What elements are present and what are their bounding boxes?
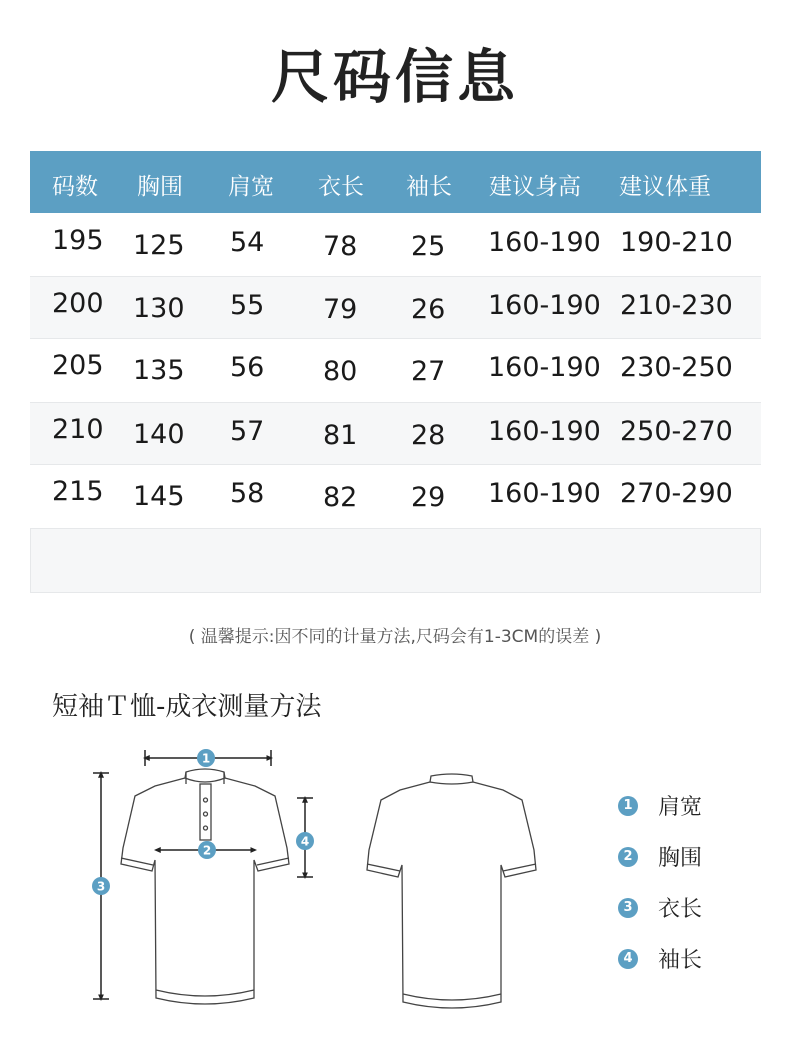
table-row: [30, 402, 761, 465]
legend-number-icon: 1: [618, 796, 638, 816]
measurement-diagram: [0, 740, 600, 1020]
table-cell: 215: [52, 476, 104, 507]
marker-4: [296, 832, 314, 850]
legend-label: 肩宽: [658, 795, 703, 820]
table-cell: 57: [230, 416, 265, 447]
table-cell: 160-190: [488, 227, 601, 258]
table-cell: 230-250: [620, 352, 733, 383]
table-cell: 28: [411, 420, 446, 451]
table-header: [30, 151, 761, 213]
table-cell: 250-270: [620, 416, 733, 447]
table-cell: 54: [230, 227, 265, 258]
header-weight: 建议体重: [619, 174, 711, 200]
table-cell: 79: [323, 294, 358, 325]
table-cell: 160-190: [488, 416, 601, 447]
table-row: [30, 339, 761, 402]
table-cell: 140: [133, 419, 185, 450]
measurement-legend: [618, 780, 702, 984]
table-cell: 210: [52, 414, 104, 445]
table-row: [30, 465, 761, 528]
table-cell: 81: [323, 420, 358, 451]
table-cell: 55: [230, 290, 265, 321]
table-cell: 205: [52, 350, 104, 381]
marker-3-label: 3: [96, 879, 106, 894]
table-cell: 58: [230, 478, 265, 509]
empty-row: [30, 528, 761, 593]
size-table: [30, 151, 761, 593]
table-cell: 125: [133, 230, 185, 261]
page-title: 尺码信息: [270, 43, 519, 111]
legend-number-icon: 2: [618, 847, 638, 867]
legend-number-icon: 3: [618, 898, 638, 918]
table-cell: 190-210: [620, 227, 733, 258]
table-cell: 160-190: [488, 478, 601, 509]
table-cell: 56: [230, 352, 265, 383]
header-size: 码数: [52, 174, 98, 200]
header-height: 建议身高: [489, 174, 581, 200]
front-shirt-illustration: [121, 769, 289, 1004]
marker-2: [198, 841, 216, 859]
measurement-tip: ( 温馨提示:因不同的计量方法,尺码会有1-3CM的误差 ): [188, 627, 602, 647]
table-cell: 160-190: [488, 352, 601, 383]
table-cell: 26: [411, 294, 446, 325]
header-length: 衣长: [318, 174, 364, 200]
table-cell: 29: [411, 482, 446, 513]
legend-item-shoulder: [618, 780, 702, 831]
table-cell: 160-190: [488, 290, 601, 321]
table-cell: 135: [133, 355, 185, 386]
back-shirt-illustration: [367, 774, 536, 1008]
legend-item-sleeve: [618, 933, 702, 984]
table-cell: 145: [133, 481, 185, 512]
table-cell: 200: [52, 288, 104, 319]
marker-4-label: 4: [300, 834, 310, 849]
table-cell: 210-230: [620, 290, 733, 321]
table-cell: 80: [323, 356, 358, 387]
header-shoulder: 肩宽: [228, 174, 274, 200]
table-cell: 25: [411, 231, 446, 262]
table-cell: 195: [52, 225, 104, 256]
legend-label: 袖长: [658, 948, 703, 973]
table-cell: 78: [323, 231, 358, 262]
table-row: [30, 213, 761, 276]
legend-item-chest: [618, 831, 702, 882]
legend-number-icon: 4: [618, 949, 638, 969]
table-cell: 27: [411, 356, 446, 387]
marker-1: [197, 749, 215, 767]
marker-1-label: 1: [201, 751, 211, 766]
header-sleeve: 袖长: [406, 174, 452, 200]
table-cell: 82: [323, 482, 358, 513]
legend-label: 胸围: [658, 846, 703, 871]
legend-item-length: [618, 882, 702, 933]
table-cell: 130: [133, 293, 185, 324]
marker-2-label: 2: [202, 843, 212, 858]
table-cell: 270-290: [620, 478, 733, 509]
table-row: [30, 276, 761, 339]
header-chest: 胸围: [137, 174, 183, 200]
marker-3: [92, 877, 110, 895]
legend-label: 衣长: [658, 897, 703, 922]
section-subtitle: 短袖Ｔ恤-成衣测量方法: [52, 692, 322, 722]
